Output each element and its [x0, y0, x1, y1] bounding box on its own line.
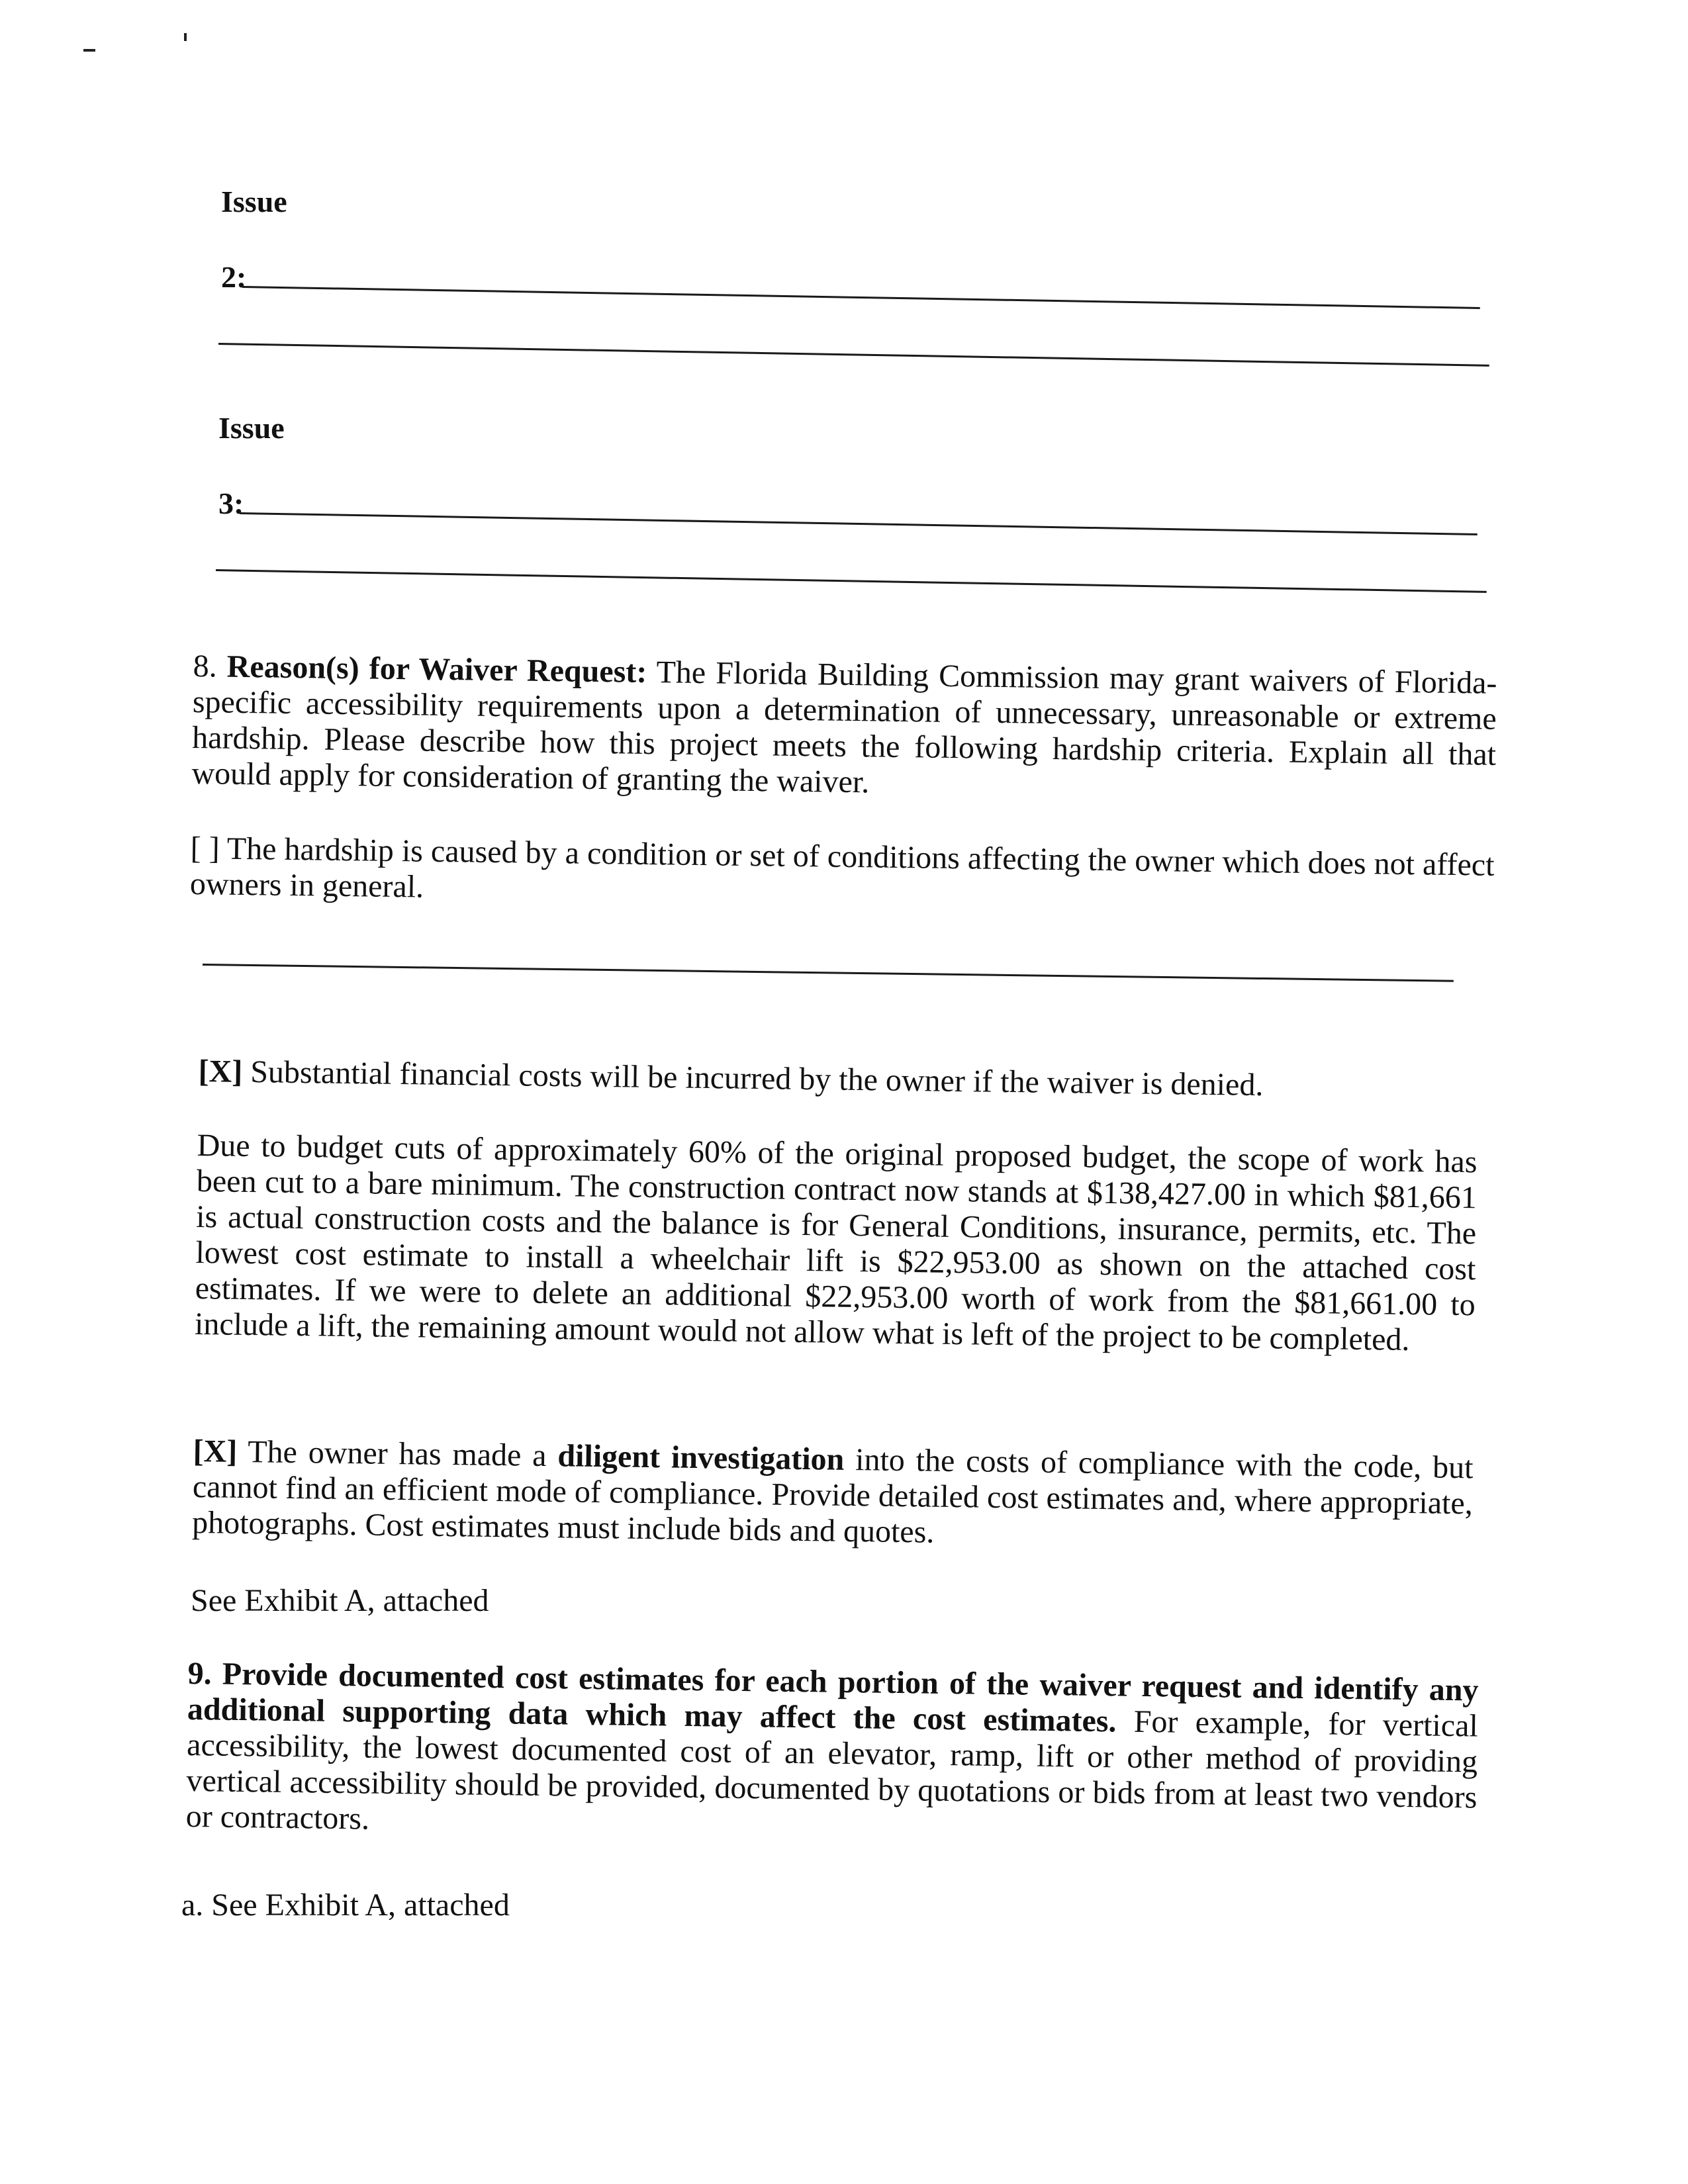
criterion-2-checkbox[interactable]: [X]: [198, 1054, 243, 1089]
issue-2-answer-line-1[interactable]: [242, 286, 1480, 309]
criterion-1-paragraph: [190, 831, 1495, 919]
section-8-body: The Florida Building Commission may grant waivers of Florida-specific accessibility requirements upon a determination of unnecessary, unreasonable or extreme hardship. Please describe how this project meets the following hardship criteria. Explain all that would apply for consideration of granting the waiver.: [191, 655, 1497, 800]
criterion-1-text: The hardship is caused by a condition or set of conditions affecting the owner which does not affect owners in general.: [189, 831, 1495, 905]
issue-2-label-word: Issue: [221, 185, 287, 218]
issue-3-label-number: 3:: [218, 486, 244, 520]
criterion-2-paragraph: [198, 1054, 1324, 1104]
section-8-heading: Reason(s) for Waiver Request:: [226, 649, 647, 690]
criterion-3-text-after: into the costs of compliance with the code, but cannot find an efficient mode of compliance. Provide detailed cost estimates and, where appropriate, photographs. Cost estimates must include bids and quotes.: [191, 1442, 1474, 1550]
criterion-1-answer-line[interactable]: [203, 964, 1454, 982]
section-9-paragraph: [185, 1656, 1478, 1852]
criterion-3-checkbox[interactable]: [X]: [193, 1433, 238, 1469]
section-9-heading: Provide documented cost estimates for each portion of the waiver request and identify any additional supporting data which may affect the cost estimates.: [187, 1656, 1479, 1739]
section-9-number: 9.: [187, 1656, 212, 1692]
issue-2-label-number: 2:: [221, 260, 247, 294]
issue-3-answer-line-2[interactable]: [216, 569, 1487, 593]
section-8-number: 8.: [193, 649, 217, 684]
criterion-3-response: See Exhibit A, attached: [191, 1583, 489, 1618]
issue-3-label-word: Issue: [218, 411, 285, 445]
scan-speck: [83, 49, 95, 52]
issue-2-answer-line-2[interactable]: [218, 343, 1489, 367]
criterion-1-checkbox[interactable]: [ ]: [190, 831, 220, 866]
scan-speck: [184, 33, 187, 41]
criterion-2-text: Substantial financial costs will be incurred by the owner if the waiver is denied.: [250, 1054, 1264, 1103]
criterion-2-explanation: Due to budget cuts of approximately 60% of the original proposed budget, the scope of work has been cut to a bare minimum. The construction contract now stands at $138,427.00 in which $81,661 is actual construction costs and the balance is for General Conditions, insurance, permits, etc. The lowest cost estimate to install a wheelchair lift is $22,953.00 as shown on the attached cost estimates. If we were to delete an additional $22,953.00 worth of work from the $81,661.00 to include a lift, the remaining amount would not allow what is left of the project to be completed.: [194, 1128, 1477, 1357]
criterion-3-text-before: The owner has made a: [247, 1434, 547, 1473]
criterion-3-text-bold: diligent investigation: [557, 1438, 845, 1477]
issue-3-answer-line-1[interactable]: [240, 512, 1477, 535]
section-9-response: a. See Exhibit A, attached: [181, 1888, 510, 1923]
section-8-paragraph: [191, 649, 1497, 809]
section-9-body: For example, for vertical accessibility, the lowest documented cost of an elevator, ramp, lift or other method of providing vertical accessibility should be provided, documented by quotations or bids from at least two vendors or contractors.: [185, 1704, 1479, 1837]
criterion-3-paragraph: [192, 1433, 1474, 1557]
